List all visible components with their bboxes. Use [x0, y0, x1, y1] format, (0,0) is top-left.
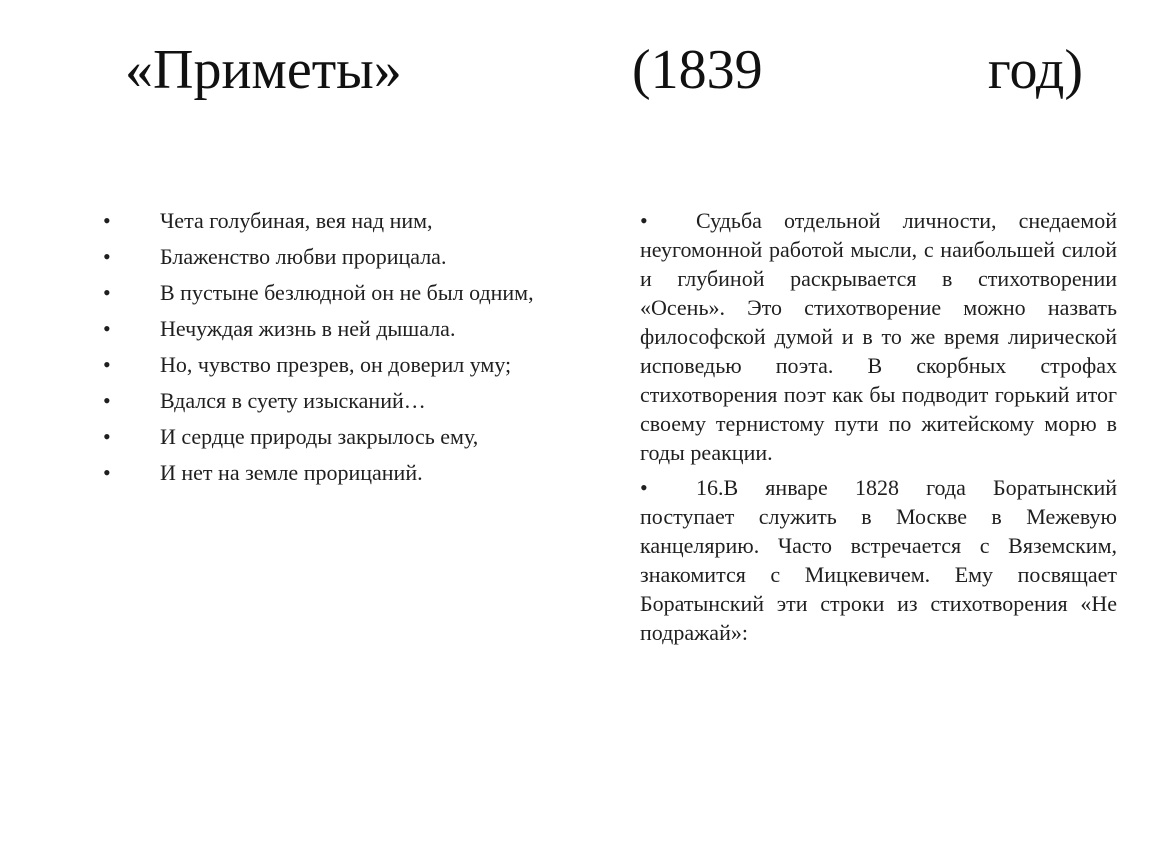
commentary-column	[640, 206, 1117, 653]
bullet-icon: •	[640, 475, 648, 500]
commentary-paragraph	[640, 206, 1117, 467]
bullet-icon: •	[103, 244, 111, 269]
bullet-icon: •	[103, 424, 111, 449]
poem-line-text: И сердце природы закрылось ему,	[160, 424, 479, 449]
poem-line-text: Блаженство любви прорицала.	[160, 244, 447, 269]
poem-line-text: И нет на земле прорицаний.	[160, 460, 423, 485]
commentary-text: Судьба отдельной личности, снедаемой неугомонной работой мысли, с наибольшей силой и глубиной раскрывается в стихотворении «Осень». Это стихотворение можно назвать философской думой и в то же время лирической исповедью поэта. В скорбных строфах стихотворения поэт как бы подводит горький итог своему тернистому пути по житейскому морю в годы реакции.	[640, 208, 1117, 465]
bullet-icon: •	[103, 388, 111, 413]
bullet-icon: •	[103, 316, 111, 341]
commentary-paragraph	[640, 473, 1117, 647]
slide-title	[125, 30, 1083, 110]
poem-line-text: Вдался в суету изысканий…	[160, 388, 426, 413]
poem-line	[103, 242, 555, 271]
poem-line-text: Чета голубиная, вея над ним,	[160, 208, 433, 233]
poem-line	[103, 278, 555, 307]
title-year: (1839	[632, 39, 763, 101]
commentary-text: 16.В январе 1828 года Боратынский поступает служить в Москве в Межевую канцелярию. Часто встречается с Вяземским, знакомится с Мицкевичем. Ему посвящает Боратынский эти строки из стихотворения «Не подражай»:	[640, 475, 1117, 645]
bullet-icon: •	[103, 208, 111, 233]
poem-line	[103, 458, 555, 487]
poem-line	[103, 350, 555, 379]
poem-column	[103, 206, 555, 494]
poem-line-text: Но, чувство презрев, он доверил уму;	[160, 352, 512, 377]
bullet-icon: •	[103, 460, 111, 485]
title-poem-name: «Приметы»	[125, 39, 402, 101]
poem-line-text: Нечуждая жизнь в ней дышала.	[160, 316, 456, 341]
poem-line	[103, 386, 555, 415]
title-year-word: год)	[987, 39, 1083, 101]
poem-line	[103, 422, 555, 451]
bullet-icon: •	[103, 280, 111, 305]
poem-line-text: В пустыне безлюдной он не был одним,	[160, 280, 534, 305]
poem-line	[103, 314, 555, 343]
bullet-icon: •	[640, 208, 648, 233]
poem-line	[103, 206, 555, 235]
bullet-icon: •	[103, 352, 111, 377]
